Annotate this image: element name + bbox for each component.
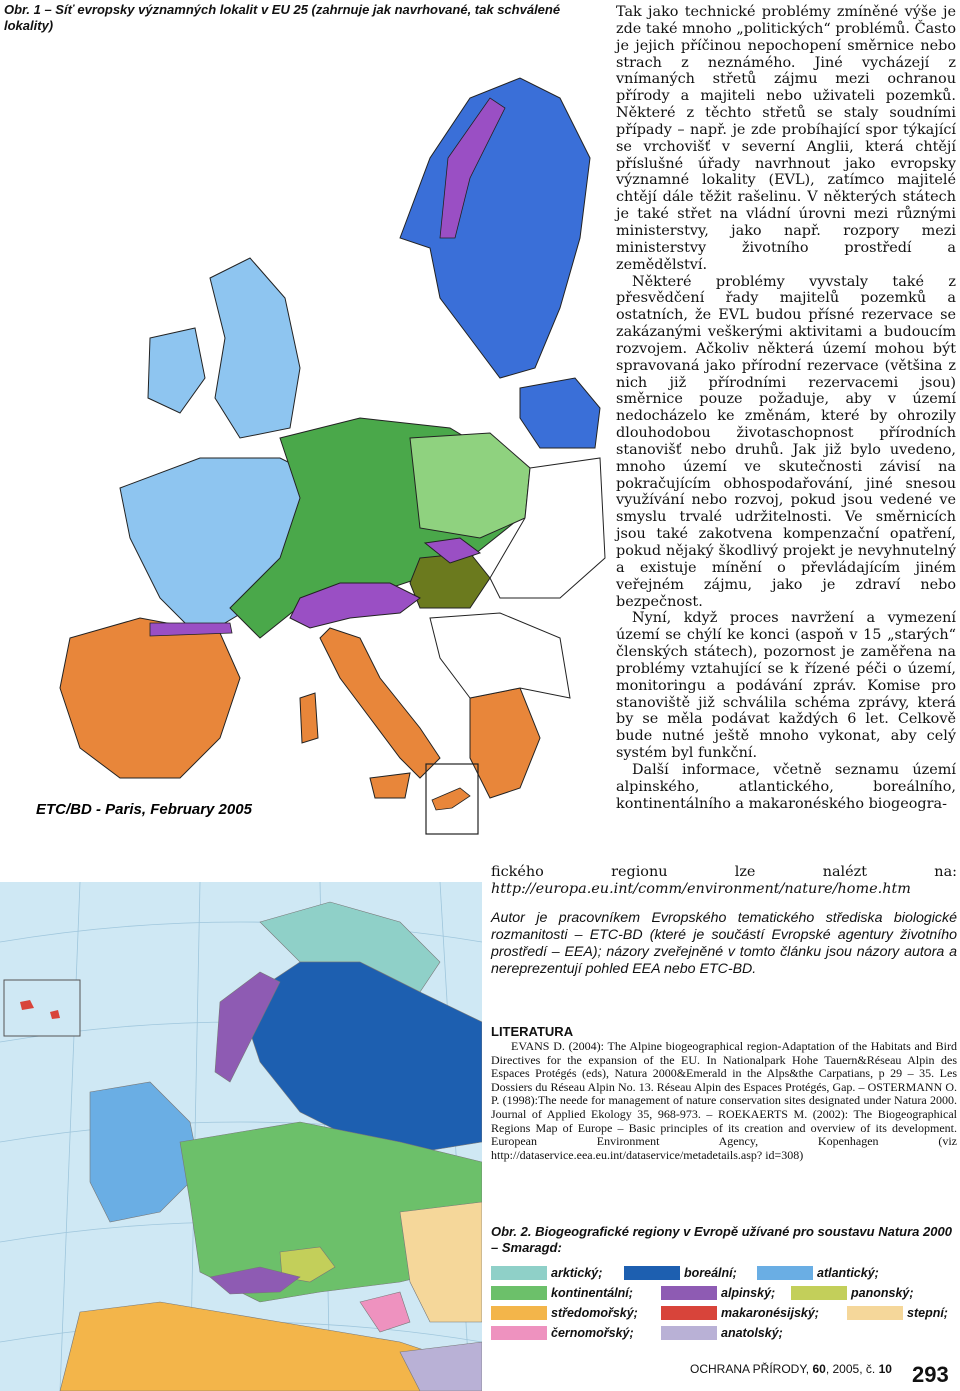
- article-body: [616, 4, 956, 813]
- legend-label: makaronésijský;: [721, 1306, 819, 1320]
- map1-region-sardinia: [300, 693, 318, 743]
- literature-heading: LITERATURA: [491, 1024, 574, 1039]
- page-number: 293: [912, 1362, 949, 1387]
- legend-swatch: [624, 1266, 680, 1280]
- figure1-caption: Obr. 1 – Síť evropsky významných lokalit v EU 25 (zahrnuje jak navrhované, tak schválené lokality): [4, 2, 561, 33]
- legend-item-mediterranean: [491, 1305, 638, 1321]
- literature-entry: EVANS D. (2004): The Alpine biogeographical region-Adaptation of the Habitats and Bird Directives for the expansion of the EU. In Nationalpark Hohe Tauern&Réseau Alpin des Espaces Protégés (eds), Natura 2000&Emerald in the Alps&the Carpatians, p 29 – 35. Les Dossiers du Réseau Alpin No. 13. Réseau Alpin des Espaces Protégés, Gap. – OSTERMANN O. P. (1998):The neede for management of nature conservation sites designated under Natura 2000. Journal of Applied Ekology 35, 968-973. – ROEKAERTS M. (2002): The Biogeographical Regions Map of Europe – Basic principles of its creation and overview of its development. European Environment Agency, Kopenhagen (viz http://dataservice.eea.eu.int/dataservice/metadetails.asp? id=308): [491, 1039, 957, 1162]
- legend-item-continental: [491, 1285, 633, 1301]
- footer-year-issue: , 2005, č.: [825, 1362, 876, 1376]
- legend-item-steppic: [847, 1305, 948, 1321]
- legend-label: anatolský;: [721, 1326, 783, 1340]
- footer-journal: OCHRANA PŘÍRODY,: [690, 1362, 810, 1376]
- article-link[interactable]: http://europa.eu.int/comm/environment/nature/home.htm: [491, 880, 911, 897]
- legend-item-arctic: [491, 1265, 602, 1281]
- literature-text: [491, 1040, 957, 1162]
- legend-label: středomořský;: [551, 1306, 638, 1320]
- legend-item-alpine: [661, 1285, 775, 1301]
- legend-swatch: [791, 1286, 847, 1300]
- article-tail-text: fického regionu lze nalézt na:: [491, 864, 957, 880]
- legend-label: arktický;: [551, 1266, 603, 1280]
- legend-swatch: [661, 1326, 717, 1340]
- legend-item-macaronesian: [661, 1305, 819, 1321]
- legend-item-black-sea: [491, 1325, 634, 1341]
- legend-label: alpinský;: [721, 1286, 776, 1300]
- article-paragraph: Nyní, když proces navržení a vymezení území se chýlí ke konci (aspoň v 15 „starých“ členských státech), pozornost je zaměřena na problémy vztahující se k řízené péči o území, monitoringu a podávání zpráv. Komise pro stanoviště již schválila schéma zprávy, která by se měla podávat každých 6 let. Celkově bude nutné ještě mnoho vykonat, aby celý systém byl funkční.: [616, 610, 956, 762]
- legend-swatch: [661, 1286, 717, 1300]
- legend-label: kontinentální;: [551, 1286, 633, 1300]
- legend-swatch: [661, 1306, 717, 1320]
- map2-inset-atlantic-islands: [4, 980, 80, 1036]
- article-paragraph: Další informace, včetně seznamu území alpinského, atlantického, boreálního, kontinentálního a makaronéského biogeogra-: [616, 761, 956, 812]
- figure2-legend: [491, 1265, 957, 1345]
- map1-label: ETC/BD - Paris, February 2005: [36, 801, 252, 818]
- article-paragraph: Některé problémy vyvstaly také z přesvědčení řady majitelů pozemků a ostatních, že EVL budou přísné rezervace se zakázanými veškerými aktivitami a budoucím rozvojem. Ačkoliv některá území mohou být spravovaná jako přírodní rezervace (většina z nich již přírodními rezervacemi jsou) směrnice pouze požaduje, aby v území nedocházelo ke změnám, které by ohrozily dlouhodobou životaschopnost přírodních stanovišť nebo druhů. Jak již bylo uvedeno, mnoho území ve skutečnosti závisí na pokračujícím obhospodařování, jiné snesou využívání nebo rozvoj, pokud jsou vedené ve smyslu trvalé udržitelnosti. Ve směrnicích jsou také zakotvena kompenzační opatření, pokud nějaký škodlivý projekt je nevyhnutelný a existuje mínění o převládajícím jiném veřejném zájmu, jako je zdraví nebo bezpečnost.: [616, 273, 956, 610]
- legend-swatch: [491, 1326, 547, 1340]
- legend-label: černomořský;: [551, 1326, 634, 1340]
- biogeographic-regions-map: [0, 882, 482, 1391]
- legend-swatch: [491, 1266, 547, 1280]
- figure2-caption: Obr. 2. Biogeografické regiony v Evropě užívané pro soustavu Natura 2000 – Smaragd:: [491, 1224, 952, 1255]
- legend-swatch: [847, 1306, 903, 1320]
- legend-item-pannonian: [791, 1285, 914, 1301]
- legend-label: boreální;: [684, 1266, 737, 1280]
- footer-issue: 10: [878, 1362, 892, 1376]
- natura2000-sites-map: [0, 38, 610, 870]
- legend-label: panonský;: [851, 1286, 914, 1300]
- legend-item-atlantic: [757, 1265, 879, 1281]
- article-paragraph: Tak jako technické problémy zmíněné výše je zde také mnoho „politických“ problémů. Často je jejich příčinou nepochopení směrnice nebo strach z neznámého. Jiné vycházejí z vnímaných střetů zájmu mezi ochranou přírody a majiteli nebo uživateli pozemků. Některé z těchto střetů se staly soudními případy – např. je zde probíhající spor týkající se vrchovišť v severní Anglii, která chtějí příslušné úřady navrhnout jako evropsky významné lokality (EVL), zatímco majitelé chtějí dále těžit rašelinu. V některých státech je také střet na vládní úrovni mezi různými ministerstvy, jako např. rozpory mezi ministerstvy životního prostředí a zemědělství.: [616, 4, 956, 273]
- legend-label: atlantický;: [817, 1266, 879, 1280]
- legend-item-boreal: [624, 1265, 737, 1281]
- legend-swatch: [491, 1286, 547, 1300]
- map1-region-sicily: [370, 773, 410, 798]
- author-note: Autor je pracovníkem Evropského tematického střediska biologické rozmanitosti – ETC-BD (které je součástí Evropské agentury životního prostředí – EEA); názory zveřejněné v tomto článku jsou názory autora a nereprezentují pohled EEA nebo ETC-BD.: [491, 910, 957, 977]
- legend-swatch: [491, 1306, 547, 1320]
- footer-volume: 60: [812, 1362, 826, 1376]
- legend-label: stepní;: [907, 1306, 948, 1320]
- legend-swatch: [757, 1266, 813, 1280]
- legend-item-anatolian: [661, 1325, 783, 1341]
- page-footer: [690, 1362, 892, 1376]
- article-tail: [491, 864, 957, 898]
